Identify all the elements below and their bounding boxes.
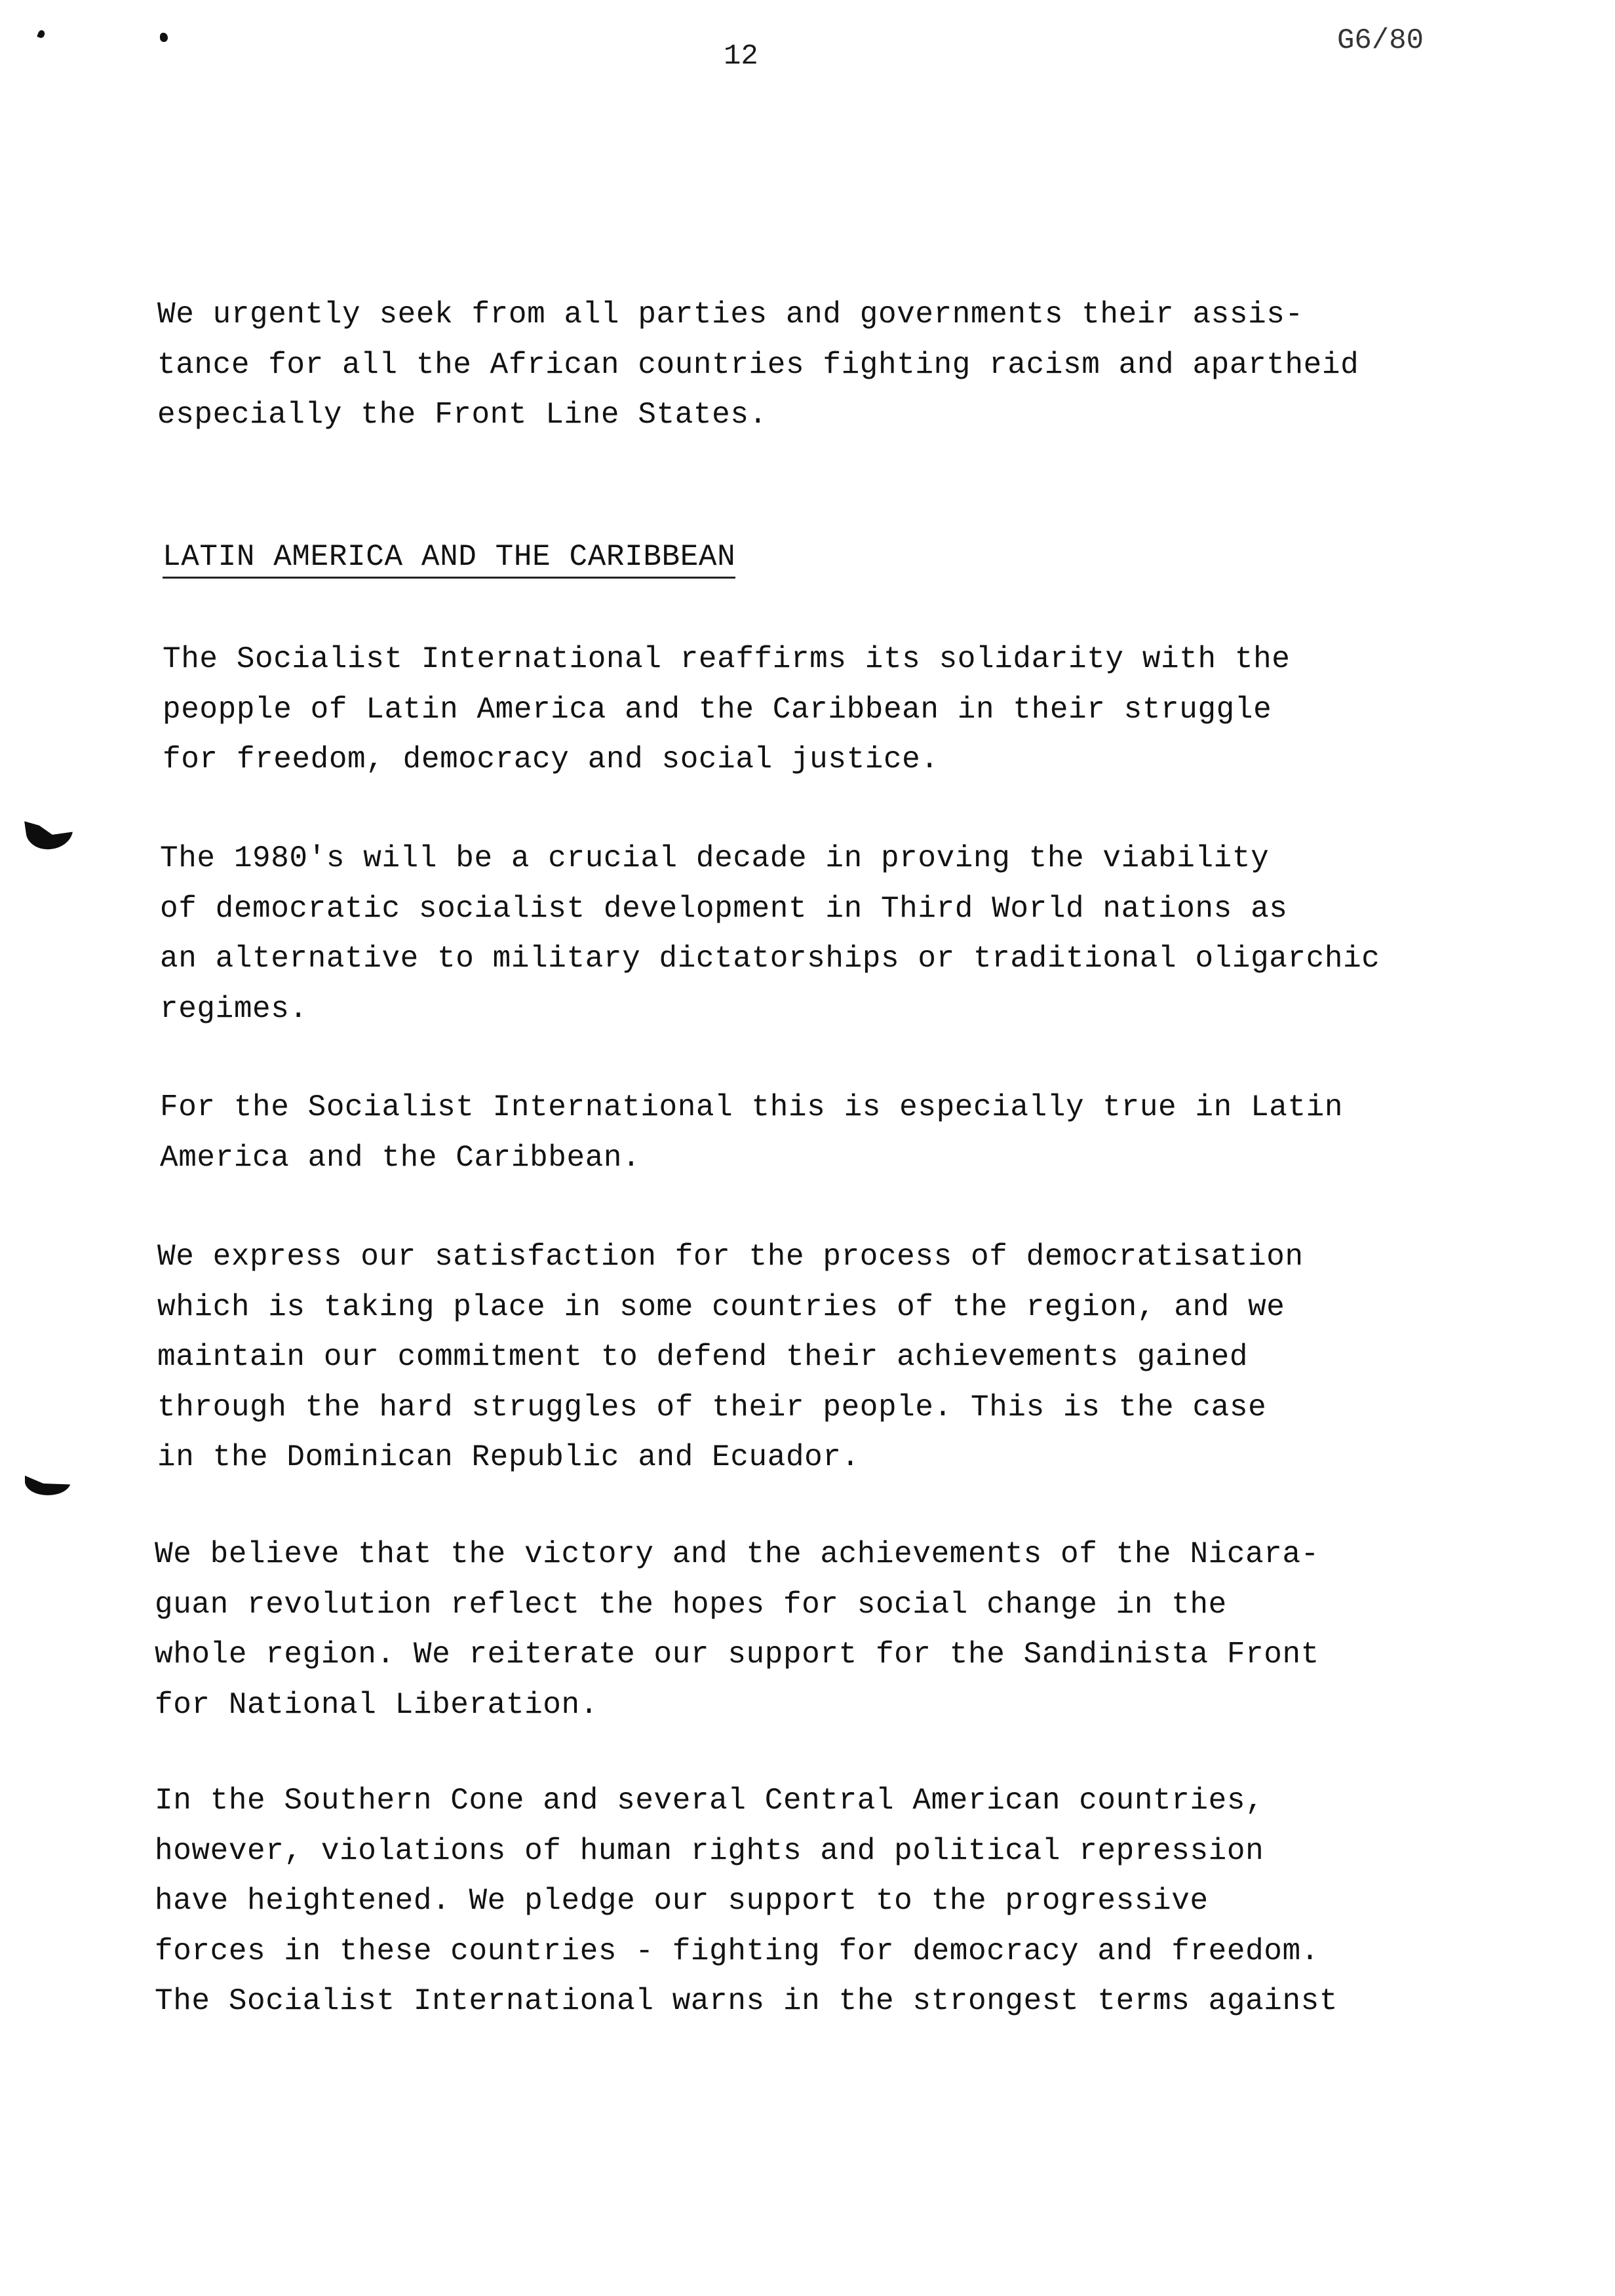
- punch-hole-mark: [25, 1476, 71, 1495]
- punch-hole-mark: [24, 814, 75, 852]
- paragraph-solidarity: The Socialist International reaffirms its solidarity with the peopple of Latin America and the Caribbean in their struggle for freedom, democracy and social justice.: [163, 642, 1291, 776]
- page-number: 12: [724, 40, 758, 73]
- paragraph-nicaragua: We believe that the victory and the achievements of the Nicara- guan revolution reflect the hopes for social change in the whole region. We reiterate our support for the Sandinista Front for National Liberation.: [155, 1537, 1319, 1722]
- paragraph-southern-cone: In the Southern Cone and several Central American countries, however, violations of human rights and political repression have heightened. We pledge our support to the progressive forces in these countries - fighting for democracy and freedom. The Socialist International warns in the strongest terms against: [155, 1784, 1338, 2018]
- document-reference: G6/80: [1337, 24, 1424, 57]
- ink-speck-mark: [37, 29, 46, 39]
- ink-speck-mark: [160, 33, 168, 42]
- paragraph-latin-america-true: For the Socialist International this is especially true in Latin America and the Caribbean.: [160, 1090, 1344, 1175]
- section-heading: LATIN AMERICA AND THE CARIBBEAN: [163, 537, 735, 579]
- paragraph-democratisation: We express our satisfaction for the process of democratisation which is taking place in some countries of the region, and we maintain our commitment to defend their achievements gained through the hard struggles of their people. This is the case in the Dominican Republic and Ecuador.: [157, 1240, 1304, 1474]
- paragraph-1980s-decade: The 1980's will be a crucial decade in proving the viability of democratic socialist development in Third World nations as an alternative to military dictatorships or traditional oligarchic regimes.: [160, 841, 1380, 1026]
- paragraph-africa-assistance: We urgently seek from all parties and governments their assis- tance for all the African countries fighting racism and apartheid especially the Front Line States.: [157, 297, 1359, 432]
